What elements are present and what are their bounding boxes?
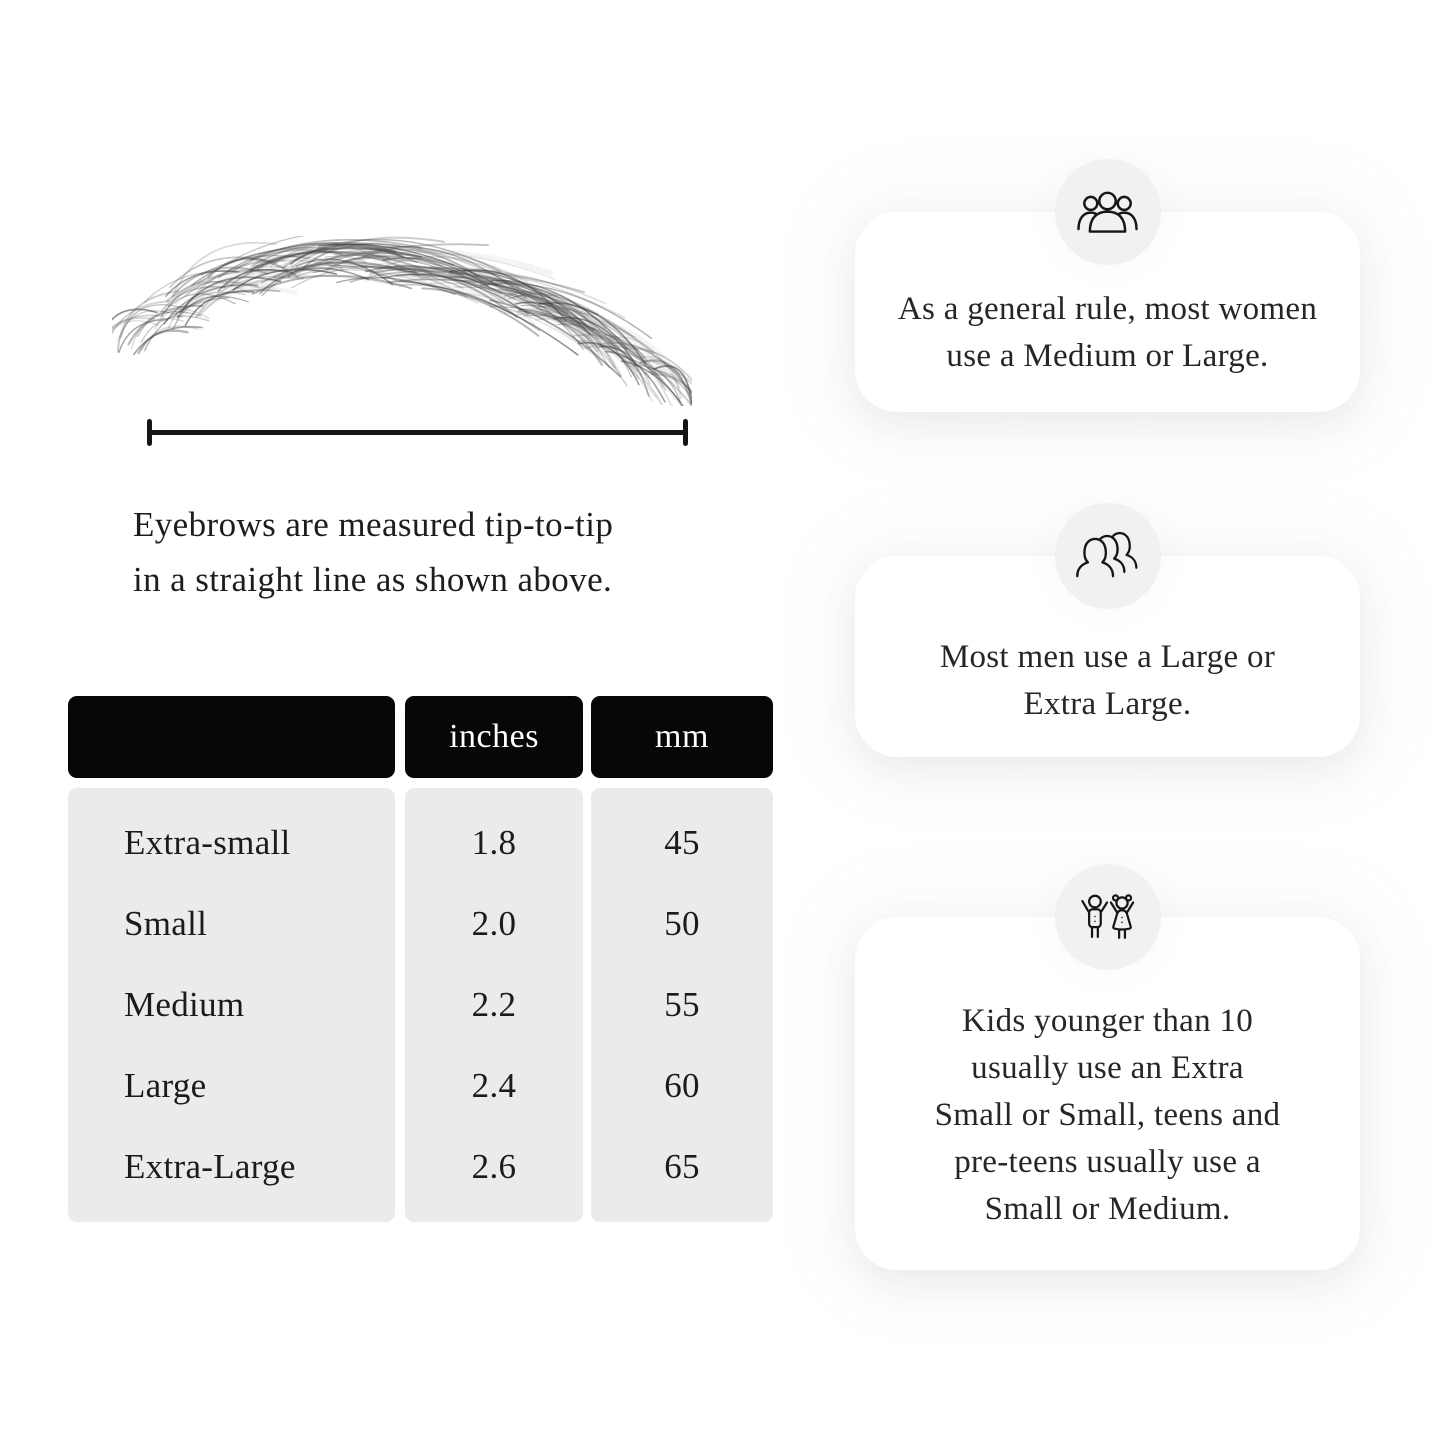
card-women [855,212,1360,412]
table-cell-mm: 65 [664,1146,700,1186]
measurement-line [147,419,688,446]
table-cell-mm: 60 [664,1065,700,1105]
measurement-line-bar [149,430,686,435]
card-women-badge [1055,159,1161,265]
card-kids [855,917,1360,1270]
table-header-inches-label: inches [449,718,539,755]
card-men-badge [1055,503,1161,609]
table-cell-size: Extra-Large [124,1146,296,1186]
table-cell-mm: 50 [664,903,700,943]
table-header-size [68,696,395,778]
table-cell-mm: 55 [664,984,700,1024]
table-cell-inches: 2.0 [471,903,517,943]
card-men-text: Most men use a Large or Extra Large. [939,639,1276,722]
table-cell-inches: 2.2 [471,984,517,1024]
kids-icon [1078,892,1138,942]
table-column-inches [405,788,583,1222]
table-header-inches [405,696,583,778]
table-header-mm-label: mm [655,718,709,755]
card-kids-badge [1055,864,1161,970]
table-cell-inches: 1.8 [471,822,517,862]
table-cell-size: Small [124,903,208,943]
men-group-icon [1076,532,1140,580]
table-header-mm [591,696,773,778]
eyebrow-illustration [112,236,692,406]
table-cell-inches: 2.4 [471,1065,517,1105]
table-cell-mm: 45 [664,822,700,862]
card-kids-text: Kids younger than 10 usually use an Extra Small or Small, teens and pre-teens usually use a Small or Medium. [934,1003,1281,1227]
women-group-icon [1076,188,1139,236]
table-cell-inches: 2.6 [471,1146,517,1186]
table-cell-size: Medium [124,984,245,1024]
measurement-caption [133,497,613,607]
table-cell-size: Extra-small [124,822,291,862]
measurement-line-right-cap [683,419,688,446]
caption-line-1: Eyebrows are measured tip-to-tip [133,505,614,544]
table-cell-size: Large [124,1065,207,1105]
table-column-size-names [68,788,395,1222]
table-column-mm [591,788,773,1222]
caption-line-2: in a straight line as shown above. [133,560,613,599]
card-men [855,556,1360,757]
card-women-text: As a general rule, most women use a Medium or Large. [897,291,1318,374]
